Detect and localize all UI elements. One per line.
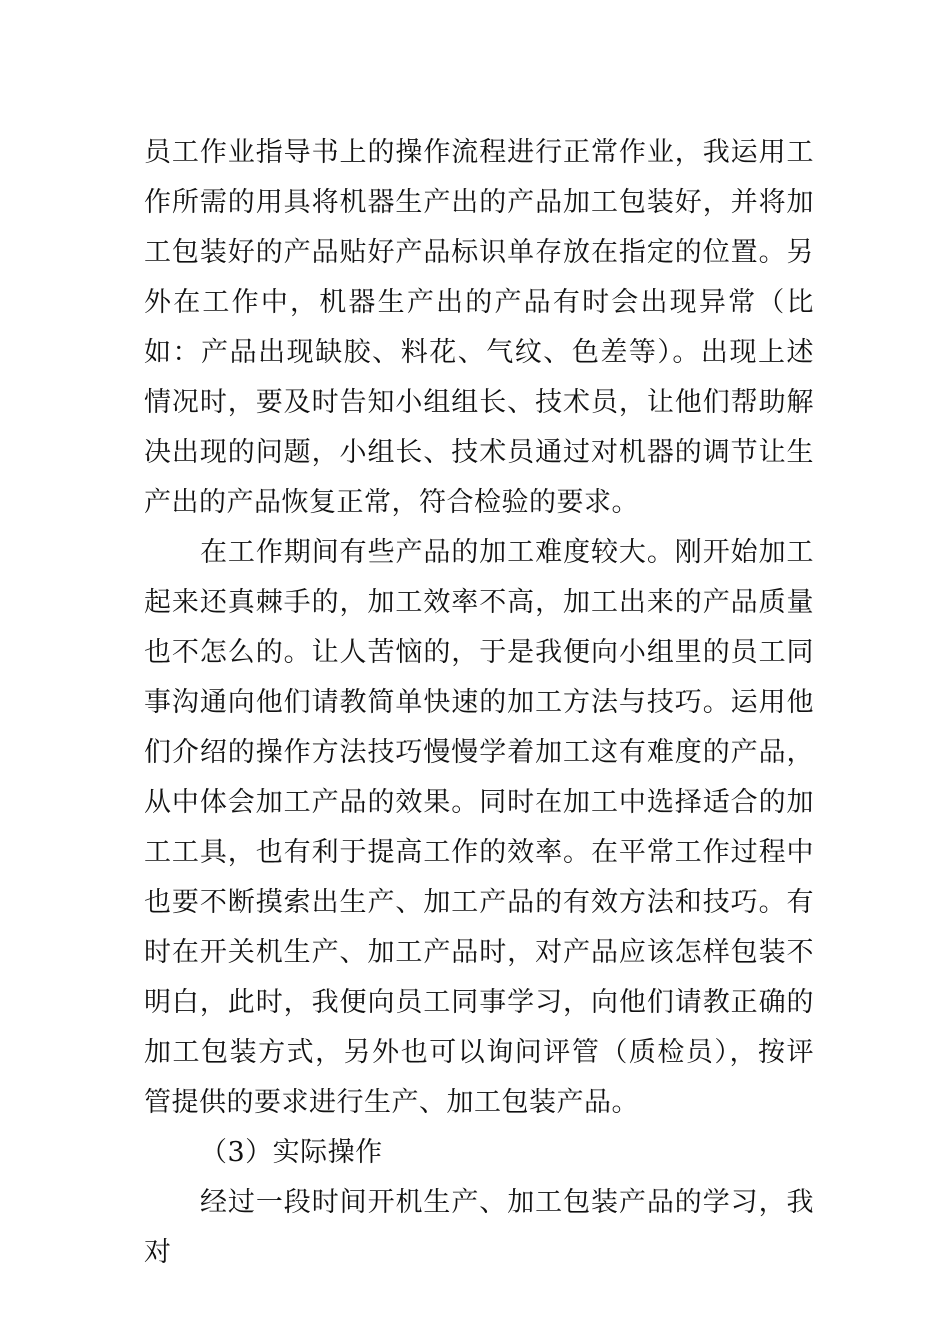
section-heading-practical-operation: （3）实际操作 bbox=[200, 1137, 383, 1168]
paragraph-continuation: 员工作业指导书上的操作流程进行正常作业，我运用工作所需的用具将机器生产出的产品加工包装好，并将加工包装好的产品贴好产品标识单存放在指定的位置。另外在工作中，机器生产出的产品有时会出现异常（比如：产品出现缺胶、料花、气纹、色差等）。出现上述情况时，要及时告知小组组长、技术员，让他们帮助解决出现的问题，小组长、技术员通过对机器的调节让生产出的产品恢复正常，符合检验的要求。 bbox=[144, 137, 814, 518]
document-body bbox=[144, 128, 814, 1278]
paragraph-practical-operation: 经过一段时间开机生产、加工包装产品的学习，我对 bbox=[144, 1187, 814, 1268]
paragraph-processing-difficulty: 在工作期间有些产品的加工难度较大。刚开始加工起来还真棘手的，加工效率不高，加工出来的产品质量也不怎么的。让人苦恼的，于是我便向小组里的员工同事沟通向他们请教简单快速的加工方法与技巧。运用他们介绍的操作方法技巧慢慢学着加工这有难度的产品，从中体会加工产品的效果。同时在加工中选择适合的加工工具，也有利于提高工作的效率。在平常工作过程中也要不断摸索出生产、加工产品的有效方法和技巧。有时在开关机生产、加工产品时，对产品应该怎样包装不明白，此时，我便向员工同事学习，向他们请教正确的加工包装方式，另外也可以询问评管（质检员），按评管提供的要求进行生产、加工包装产品。 bbox=[144, 537, 814, 1118]
